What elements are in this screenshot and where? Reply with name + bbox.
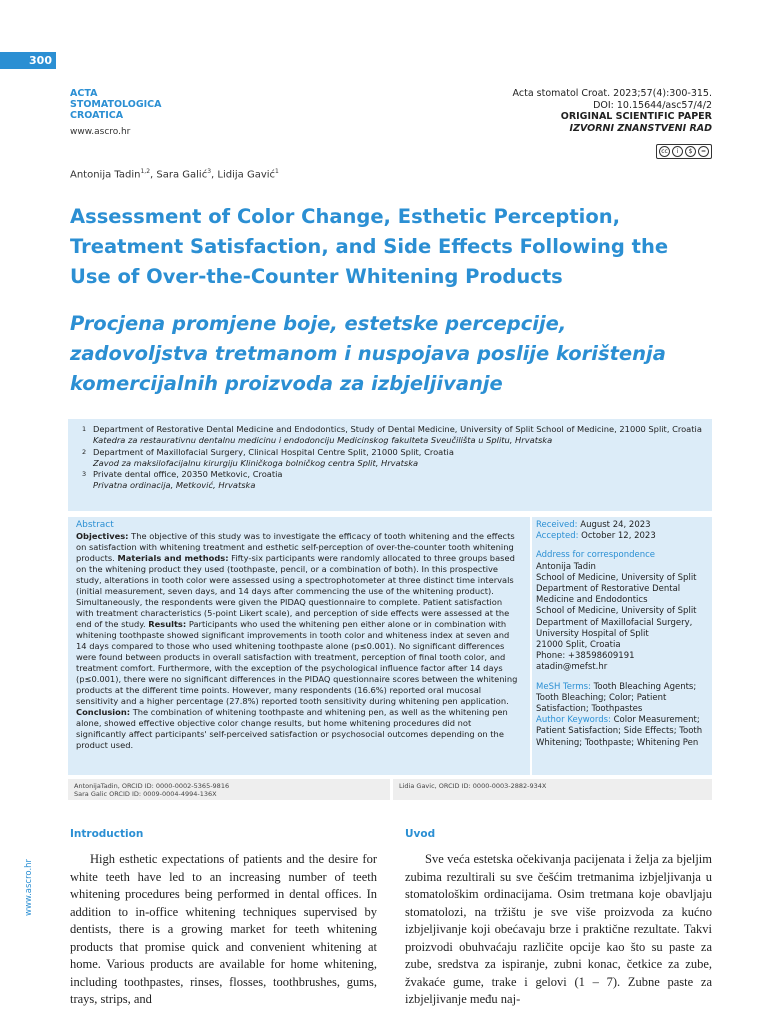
article-info-box: [532, 517, 712, 775]
paper-title-hr: Procjena promjene boje, estetske percepcije, zadovoljstva tretmanom i nuspojava poslije korištenja komercijalnih proizvoda za izbjeljivanje: [70, 312, 666, 395]
author-sep: ,: [211, 169, 218, 181]
cc-icon: cc: [659, 146, 670, 157]
abstract-label: Conclusion:: [76, 707, 131, 717]
affiliation-en: Private dental office, 20350 Metkovic, Croatia: [93, 469, 283, 480]
affiliation: [82, 424, 704, 447]
mesh-label: MeSH Terms:: [536, 681, 591, 692]
citation-block: [513, 88, 712, 134]
abstract-label: Results:: [148, 619, 187, 629]
nc-icon: $: [685, 146, 696, 157]
abstract-label: Materials and methods:: [117, 553, 229, 563]
affiliation-number: 1: [82, 425, 87, 433]
intro-text-en: High esthetic expectations of patients and the desire for white teeth have led to an increasing number of teeth whitening procedures being performed in dental offices. In addition to in-office whitening techniques supervised by dentists, there is a growing market for teeth whitening products that promise quick and convenient whitening at home. Various products are available for home whitening, including toothpastes, rinses, flosses, toothbrushes, gums, trays, strips, and: [70, 852, 377, 1006]
abstract-body: Participants who used the whitening pen either alone or in combination with whitening toothpaste showed significant improvements in tooth color and whiteness index at seven and 14 days compared to those who used whitening toothpaste alone (p≤0.001). No significant differences were found between products in overall satisfaction with treatment, perception of final tooth color, and treatment comfort. Furthermore, with the exception of the psychological influence factor after 14 days (p≤0.001), there were no significant differences in the PIDAQ questionnaire scores between the whitening products at the different time points. However, many respondents (16.6%) reported oral mucosal sensitivity and a higher percentage (27.8%) reported tooth sensitivity during whitening pen application.: [76, 619, 518, 706]
abstract-body: The objective of this study was to investigate the efficacy of tooth whitening and the effects on satisfaction with whitening treatment and esthetic self-perception of over-the-counter tooth whitening products.: [76, 531, 515, 563]
author-name: Lidija Gavić: [217, 169, 276, 181]
address-line: Medicine and Endodontics: [536, 595, 648, 606]
orcid-box-right: [393, 779, 712, 800]
orcid-line[interactable]: Lidia Gavic, ORCID ID: 0000-0003-2882-934X: [399, 782, 547, 790]
author-name: Antonija Tadin: [70, 169, 141, 181]
address-line: University Hospital of Split: [536, 628, 649, 639]
author-list: [70, 168, 279, 180]
address-line: School of Medicine, University of Split: [536, 572, 697, 583]
affiliation-number: 2: [82, 447, 87, 456]
received-value: August 24, 2023: [577, 520, 651, 530]
accepted-date: [536, 531, 708, 542]
accepted-value: October 12, 2023: [578, 531, 656, 542]
cc-license-icon[interactable]: [656, 144, 712, 159]
author-keywords: [536, 715, 708, 749]
accepted-label: Accepted:: [536, 531, 579, 542]
by-icon: i: [672, 146, 683, 157]
keywords-label: Author Keywords:: [536, 715, 611, 726]
section-heading-en: Introduction: [70, 828, 144, 840]
orcid-line[interactable]: Sara Galic ORCID ID: 0009-0004-4994-136X: [74, 790, 217, 798]
affiliation-en: Department of Restorative Dental Medicine and Endodontics, Study of Dental Medicine, University of Split School of Medicine, 21000 Split, Croatia: [93, 424, 702, 434]
address-line: Department of Maxillofacial Surgery,: [536, 617, 693, 628]
affiliation-en: Department of Maxillofacial Surgery, Clinical Hospital Centre Split, 21000 Split, Croatia: [93, 446, 454, 457]
correspondence-heading: Address for correspondence: [536, 550, 656, 561]
nd-icon: =: [698, 146, 709, 157]
journal-name-line2: STOMATOLOGICA: [70, 99, 162, 110]
paper-type-en: ORIGINAL SCIENTIFIC PAPER: [560, 111, 712, 122]
received-date: [536, 520, 708, 531]
abstract-heading: Abstract: [76, 520, 114, 530]
journal-url[interactable]: www.ascro.hr: [70, 127, 131, 137]
affiliation: [82, 447, 704, 470]
side-journal-url: www.ascro.hr: [24, 858, 34, 916]
journal-name-line1: ACTA: [70, 88, 98, 99]
address-line: Phone: +38598609191: [536, 651, 635, 662]
affiliation-hr: Zavod za maksilofacijalnu kirurgiju Kliničkoga bolničkog centra Split, Hrvatska: [93, 457, 419, 468]
orcid-line[interactable]: AntonijaTadin, ORCID ID: 0000-0002-5365-9816: [74, 782, 230, 790]
affiliations-box: [68, 419, 712, 511]
author-affil-sup: 3: [207, 168, 212, 175]
paper-title-en: Assessment of Color Change, Esthetic Perception, Treatment Satisfaction, and Side Effects Following the Use of Over-the-Counter Whitening Products: [70, 205, 669, 288]
orcid-box-left: [68, 779, 390, 800]
author-affil-sup: 1: [275, 168, 279, 175]
intro-text-hr: Sve veća estetska očekivanja pacijenata i želja za bjeljim zubima rezultirali su sve češćim tretmanima izbjeljivanja u stomatološkim ordinacijama. Osim tretmana koje obavljaju stomatolozi, na tržištu je sve više proizvoda za kućno izbjeljivanje koji obećavaju brze i praktične rezultate. Takvi proizvodi obuhvaćaju različite opcije kao što su paste za zube, sredstva za ispiranje, zubni konac, četkice za zube, žvakaće gume, trake i gelovi (1 – 7). Zubne paste za izbjeljivanje među naj-: [405, 852, 712, 1006]
journal-name-line3: CROATICA: [70, 110, 124, 121]
page-number: 300: [0, 52, 56, 69]
email-link[interactable]: atadin@mefst.hr: [536, 662, 608, 673]
paper-type-hr: IZVORNI ZNANSTVENI RAD: [569, 122, 712, 134]
citation-ref: Acta stomatol Croat. 2023;57(4):300-315.: [512, 88, 712, 99]
address-line: Antonija Tadin: [536, 561, 596, 572]
received-label: Received:: [536, 520, 578, 530]
author-affil-sup: 1,2: [140, 168, 151, 175]
abstract-label: Objectives:: [76, 531, 129, 541]
mesh-value: Tooth Bleaching Agents; Tooth Bleaching; Color; Patient Satisfaction; Toothpastes: [536, 681, 697, 715]
address-line: 21000 Split, Croatia: [536, 640, 621, 651]
mesh-terms: [536, 682, 708, 716]
section-heading-hr: Uvod: [405, 828, 436, 840]
abstract-body: The combination of whitening toothpaste and whitening pen, as well as the whitening pen alone, showed effective objective color change results, but home whitening procedures did not significantly affect participants' self-perceived satisfaction or psychosocial outcomes depending on the product used.: [76, 707, 508, 750]
abstract-body: Fifty-six participants were randomly allocated to three groups based on the whitening product they used (toothpaste, pencil, or a combination of both). In this prospective study, alterations in tooth color were assessed using a spectrophotometer at three distinct time intervals (initial measurement, seven days, and 14 days after commencing the use of the whitening product). Simultaneously, the respondents were given the PIDAQ questionnaire to complete. Patient satisfaction with treatment characteristics (5-point Likert scale), and perception of side effects were assessed at the end of the study.: [76, 553, 515, 629]
address-line: Department of Restorative Dental: [536, 584, 681, 595]
journal-logo-text: [70, 88, 161, 121]
affiliation-hr: Katedra za restaurativnu dentalnu medicinu i endodonciju Medicinskog fakulteta Sveučilišta u Splitu, Hrvatska: [93, 435, 553, 446]
abstract-box: [68, 517, 530, 775]
keywords-value: Color Measurement; Patient Satisfaction; Side Effects; Tooth Whitening; Toothpaste; Whitening Pen: [536, 715, 703, 748]
author-name: Sara Galić: [156, 169, 208, 181]
author-sep: ,: [150, 169, 157, 181]
address-line: School of Medicine, University of Split: [536, 606, 697, 617]
citation-doi[interactable]: DOI: 10.15644/asc57/4/2: [593, 99, 712, 111]
affiliation: [82, 469, 704, 492]
affiliation-hr: Privatna ordinacija, Metković, Hrvatska: [93, 480, 256, 491]
abstract-text: [76, 531, 522, 751]
affiliation-number: 3: [82, 470, 87, 479]
